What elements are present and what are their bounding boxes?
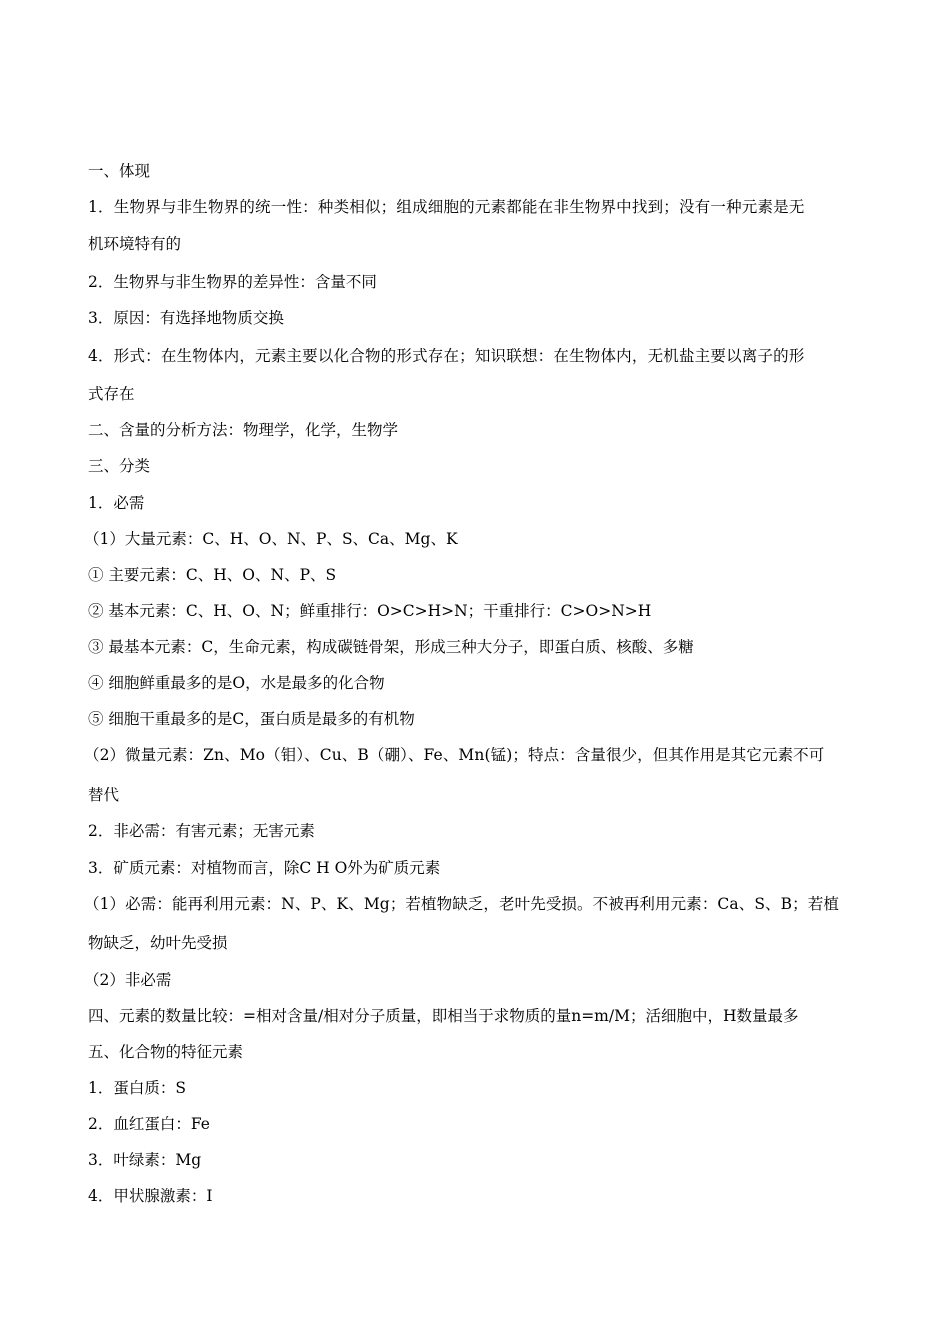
list-item: 4．甲状腺激素：I — [88, 1187, 213, 1205]
heading-5: 五、化合物的特征元素 — [88, 1043, 244, 1061]
paragraph-line: 替代 — [88, 786, 120, 804]
paragraph-line: （2）微量元素：Zn、Mo（钼）、Cu、B（硼）、Fe、Mn(锰)；特点：含量很少，但其作用是其它元素不可 — [84, 746, 825, 764]
paragraph-line: （2）非必需 — [84, 971, 172, 989]
paragraph-line: （1）必需：能再利用元素：N、P、K、Mg；若植物缺乏，老叶先受损。不被再利用元素：Ca、S、B；若植 — [84, 895, 839, 913]
heading-4: 四、元素的数量比较：=相对含量/相对分子质量，即相当于求物质的量n=m/M；活细胞中，H数量最多 — [88, 1007, 799, 1025]
paragraph-line: 2．非必需：有害元素；无害元素 — [88, 822, 315, 840]
paragraph-line: 1．生物界与非生物界的统一性：种类相似；组成细胞的元素都能在非生物界中找到；没有一种元素是无 — [88, 198, 805, 216]
paragraph-line: 3．原因：有选择地物质交换 — [88, 309, 284, 327]
list-item: ② 基本元素：C、H、O、N；鲜重排行：O>C>H>N；干重排行：C>O>N>H — [88, 602, 652, 620]
list-item: ③ 最基本元素：C，生命元素，构成碳链骨架，形成三种大分子，即蛋白质、核酸、多糖 — [88, 638, 694, 656]
paragraph-line: 物缺乏，幼叶先受损 — [88, 934, 228, 952]
paragraph-line: 机环境特有的 — [88, 235, 182, 253]
paragraph-line: 2．生物界与非生物界的差异性：含量不同 — [88, 273, 377, 291]
list-item: 2．血红蛋白：Fe — [88, 1115, 210, 1133]
paragraph-line: 4．形式：在生物体内，元素主要以化合物的形式存在；知识联想：在生物体内，无机盐主要以离子的形 — [88, 347, 805, 365]
list-item: 1．蛋白质：S — [88, 1079, 186, 1097]
paragraph-line: 式存在 — [88, 385, 135, 403]
list-item: 3．叶绿素：Mg — [88, 1151, 202, 1169]
heading-1: 一、体现 — [88, 162, 151, 180]
list-item: ④ 细胞鲜重最多的是O，水是最多的化合物 — [88, 674, 385, 692]
paragraph-line: 1．必需 — [88, 494, 145, 512]
paragraph-line: （1）大量元素：C、H、O、N、P、S、Ca、Mg、K — [84, 530, 458, 548]
heading-3: 三、分类 — [88, 457, 151, 475]
list-item: ① 主要元素：C、H、O、N、P、S — [88, 566, 337, 584]
paragraph-line: 3．矿质元素：对植物而言，除C H O外为矿质元素 — [88, 859, 441, 877]
heading-2: 二、含量的分析方法：物理学，化学，生物学 — [88, 421, 399, 439]
list-item: ⑤ 细胞干重最多的是C，蛋白质是最多的有机物 — [88, 710, 415, 728]
